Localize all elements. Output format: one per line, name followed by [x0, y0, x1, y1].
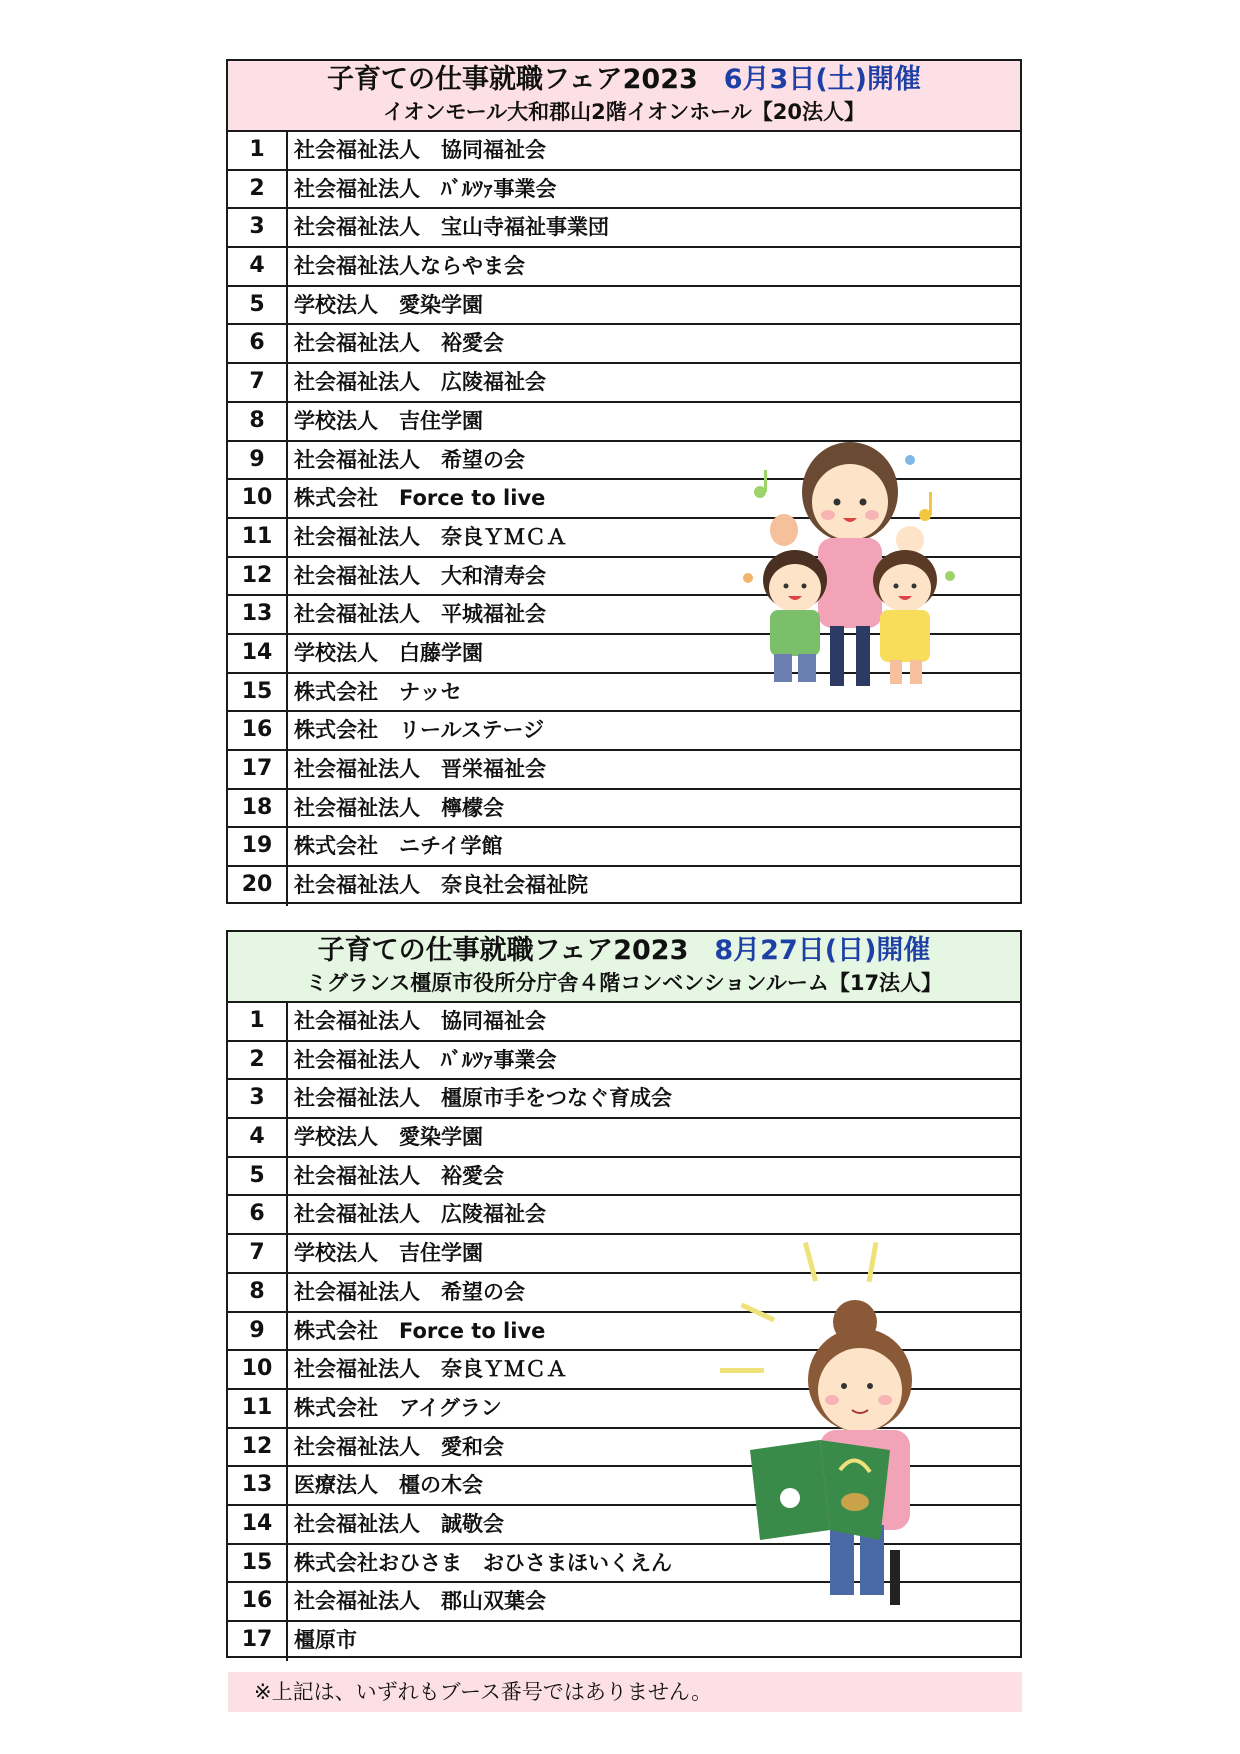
exhibitor-name: 社会福祉法人 平城福祉会 — [294, 602, 546, 627]
exhibitor-name: 株式会社 ナッセ — [294, 679, 462, 704]
row-number: 12 — [228, 1429, 288, 1466]
row-number: 6 — [228, 325, 288, 362]
row-number: 17 — [228, 1622, 288, 1661]
row-number: 3 — [228, 209, 288, 246]
row-number: 5 — [228, 1158, 288, 1195]
exhibitor-name: 学校法人 愛染学園 — [294, 1125, 483, 1150]
exhibitor-name: 株式会社 リールステージ — [294, 718, 545, 743]
exhibitor-name: 社会福祉法人 協同福祉会 — [294, 1009, 546, 1033]
table-row — [228, 209, 1020, 248]
table-row — [228, 171, 1020, 210]
row-number: 14 — [228, 1506, 288, 1543]
row-number: 10 — [228, 480, 288, 517]
row-number: 4 — [228, 248, 288, 285]
row-number: 13 — [228, 1467, 288, 1504]
exhibitor-name: 学校法人 吉住学園 — [294, 408, 483, 433]
fair-title: 子育ての仕事就職フェア2023 — [317, 935, 689, 966]
row-number: 16 — [228, 712, 288, 749]
table-row — [228, 790, 1020, 829]
row-number: 11 — [228, 519, 288, 556]
exhibitor-name: 社会福祉法人 裕愛会 — [294, 331, 504, 356]
fair-date: 8月27日(日)開催 — [714, 935, 931, 966]
exhibitor-name: 株式会社 ニチイ学館 — [294, 834, 503, 859]
table-row — [228, 1196, 1020, 1235]
table-row — [228, 287, 1020, 326]
exhibitor-name: 社会福祉法人 郡山双葉会 — [294, 1589, 546, 1614]
table-row — [228, 1119, 1020, 1158]
boy-figure — [763, 550, 827, 682]
row-number: 10 — [228, 1351, 288, 1388]
fair-date: 6月3日(土)開催 — [723, 64, 922, 95]
exhibitor-name: 学校法人 愛染学園 — [294, 292, 483, 317]
table-row — [228, 867, 1020, 906]
row-number: 8 — [228, 403, 288, 440]
exhibitor-name: 株式会社おひさま おひさまほいくえん — [294, 1550, 672, 1575]
exhibitor-name: 社会福祉法人 奈良ＹＭＣＡ — [294, 524, 567, 549]
exhibitor-name: 株式会社 アイグラン — [294, 1395, 502, 1420]
row-number: 5 — [228, 287, 288, 324]
girl-figure — [873, 550, 937, 684]
row-number: 15 — [228, 1545, 288, 1582]
exhibitor-name: 社会福祉法人 檸檬会 — [294, 795, 504, 820]
exhibitor-name: 社会福祉法人 晋栄福祉会 — [294, 757, 546, 781]
row-number: 16 — [228, 1583, 288, 1620]
row-number: 9 — [228, 442, 288, 479]
exhibitor-name: 社会福祉法人 広陵福祉会 — [294, 370, 546, 395]
row-number: 2 — [228, 1042, 288, 1079]
row-number: 13 — [228, 596, 288, 633]
fair-venue: イオンモール大和郡山2階イオンホール【20法人】 — [383, 100, 865, 124]
row-number: 9 — [228, 1313, 288, 1350]
fair-title-line — [228, 63, 1020, 97]
teacher-reading-picture-book-illustration — [720, 1240, 970, 1610]
row-number: 15 — [228, 674, 288, 711]
exhibitor-name: 社会福祉法人 大和清寿会 — [294, 563, 546, 588]
table-row — [228, 1080, 1020, 1119]
table-row — [228, 132, 1020, 171]
exhibitor-name: 社会福祉法人 協同福祉会 — [294, 138, 546, 162]
table-row — [228, 364, 1020, 403]
row-number: 12 — [228, 558, 288, 595]
table-row — [228, 248, 1020, 287]
exhibitor-name: 株式会社 Force to live — [294, 486, 546, 511]
table-row — [228, 1003, 1020, 1042]
row-number: 14 — [228, 635, 288, 672]
exhibitor-name: 株式会社 Force to live — [294, 1318, 546, 1343]
table-row — [228, 1622, 1020, 1661]
exhibitor-name: 医療法人 橿の木会 — [294, 1473, 483, 1498]
exhibitor-name: 社会福祉法人 誠敬会 — [294, 1511, 504, 1536]
fair-venue: ミグランス橿原市役所分庁舎４階コンベンションルーム【17法人】 — [305, 971, 943, 995]
row-number: 7 — [228, 1235, 288, 1272]
exhibitor-name: 社会福祉法人 奈良社会福祉院 — [294, 873, 588, 898]
teacher-with-children-illustration — [740, 430, 990, 710]
exhibitor-name: 社会福祉法人 宝山寺福祉事業団 — [294, 215, 609, 240]
exhibitor-name: 社会福祉法人 奈良ＹＭＣＡ — [294, 1357, 567, 1382]
table-row — [228, 325, 1020, 364]
exhibitor-name: 社会福祉法人 希望の会 — [294, 447, 525, 472]
row-number: 1 — [228, 1003, 288, 1040]
table-row — [228, 1042, 1020, 1081]
exhibitor-name: 社会福祉法人 ﾊﾞﾙﾂｧ事業会 — [294, 1047, 557, 1072]
row-number: 20 — [228, 867, 288, 906]
row-number: 11 — [228, 1390, 288, 1427]
row-number: 3 — [228, 1080, 288, 1117]
table-row — [228, 828, 1020, 867]
row-number: 17 — [228, 751, 288, 788]
row-number: 6 — [228, 1196, 288, 1233]
row-number: 7 — [228, 364, 288, 401]
exhibitor-name: 社会福祉法人 広陵福祉会 — [294, 1202, 546, 1227]
exhibitor-name: 社会福祉法人 ﾊﾞﾙﾂｧ事業会 — [294, 176, 557, 201]
row-number: 1 — [228, 132, 288, 169]
row-number: 2 — [228, 171, 288, 208]
table-row — [228, 1158, 1020, 1197]
exhibitor-name: 学校法人 白藤学園 — [294, 640, 483, 665]
exhibitor-name: 橿原市 — [294, 1628, 357, 1652]
row-number: 18 — [228, 790, 288, 827]
exhibitor-name: 社会福祉法人 愛和会 — [294, 1434, 504, 1459]
exhibitor-name: 学校法人 吉住学園 — [294, 1241, 483, 1266]
footnote: ※上記は、いずれもブース番号ではありません。 — [228, 1672, 1022, 1712]
exhibitor-name: 社会福祉法人 橿原市手をつなぐ育成会 — [294, 1086, 672, 1111]
fair-title: 子育ての仕事就職フェア2023 — [326, 64, 698, 95]
row-number: 4 — [228, 1119, 288, 1156]
fair-header-june — [228, 61, 1020, 132]
fair-header-august — [228, 932, 1020, 1003]
fair-title-line — [228, 934, 1020, 968]
table-row — [228, 712, 1020, 751]
exhibitor-name: 社会福祉法人 裕愛会 — [294, 1163, 504, 1188]
exhibitor-name: 社会福祉法人ならやま会 — [294, 254, 525, 279]
picture-book-icon — [750, 1440, 890, 1540]
table-row — [228, 751, 1020, 790]
row-number: 8 — [228, 1274, 288, 1311]
row-number: 19 — [228, 828, 288, 865]
exhibitor-name: 社会福祉法人 希望の会 — [294, 1279, 525, 1304]
